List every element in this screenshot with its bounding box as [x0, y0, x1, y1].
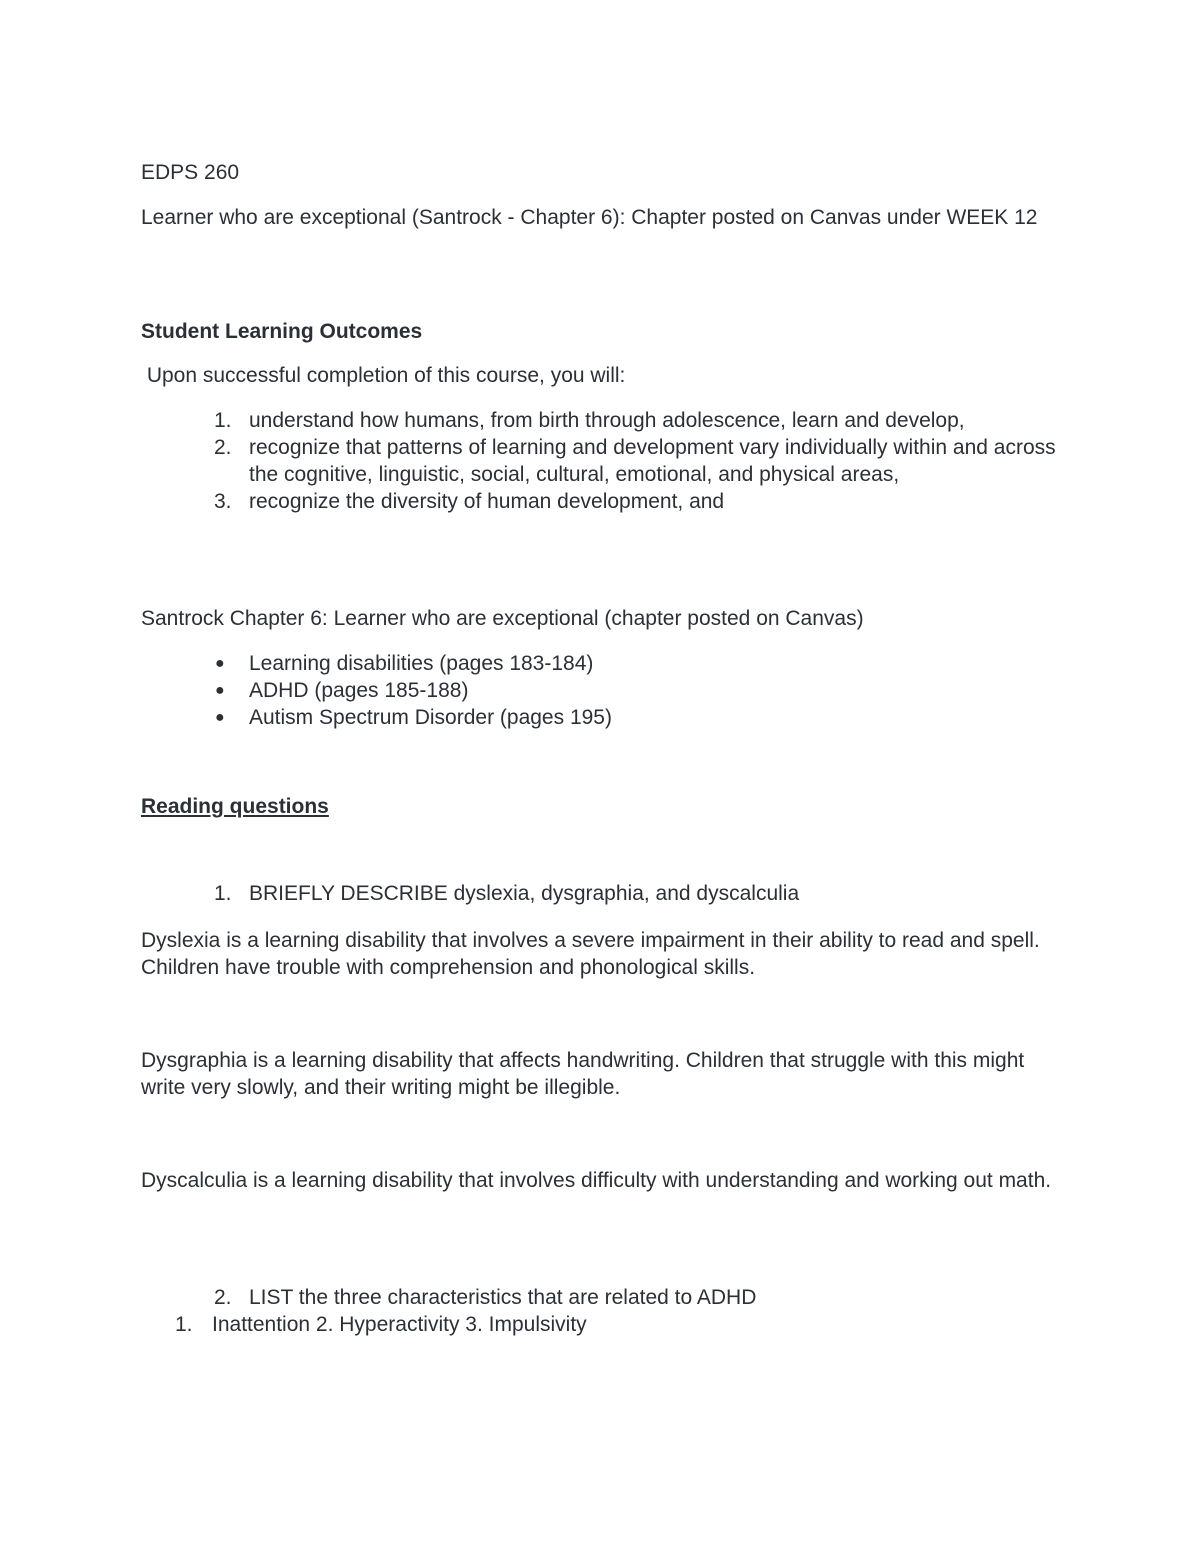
outcomes-list — [141, 407, 1071, 515]
list-marker: 1. — [214, 409, 232, 432]
list-item-text: Autism Spectrum Disorder (pages 195) — [249, 706, 612, 729]
question-text: BRIEFLY DESCRIBE dyslexia, dysgraphia, and dyscalculia — [249, 882, 800, 905]
chapter-title: Santrock Chapter 6: Learner who are exceptional (chapter posted on Canvas) — [141, 607, 864, 630]
list-item — [141, 434, 1071, 488]
question-text: LIST the three characteristics that are related to ADHD — [249, 1286, 757, 1309]
list-marker: 2. — [214, 1286, 232, 1309]
list-marker: 3. — [214, 490, 232, 513]
question-2 — [141, 1284, 1071, 1311]
answer-dysgraphia: Dysgraphia is a learning disability that affects handwriting. Children that struggle with this might write very slowly, and their writing might be illegible. — [141, 1049, 1025, 1099]
list-item — [141, 407, 1071, 434]
course-code: EDPS 260 — [141, 161, 240, 184]
list-item-text: understand how humans, from birth through adolescence, learn and develop, — [249, 409, 965, 432]
list-marker: 1. — [175, 1313, 193, 1336]
outcomes-lead: Upon successful completion of this course, you will: — [141, 364, 626, 387]
list-item — [141, 1311, 1071, 1338]
list-item — [141, 677, 1071, 704]
chapter-bullet-list — [141, 650, 1071, 731]
reading-questions-heading: Reading questions — [141, 795, 329, 818]
list-item-text: ADHD (pages 185-188) — [249, 679, 469, 702]
answer-dyscalculia: Dyscalculia is a learning disability that involves difficulty with understanding and working out math. — [141, 1169, 1052, 1192]
outcomes-heading: Student Learning Outcomes — [141, 320, 423, 343]
list-item-text: recognize the diversity of human development, and — [249, 490, 725, 513]
answer-text: Inattention 2. Hyperactivity 3. Impulsivity — [212, 1313, 587, 1336]
list-marker: 2. — [214, 436, 232, 459]
list-item — [141, 1284, 1071, 1311]
bullet-icon: ● — [215, 709, 225, 726]
list-item — [141, 488, 1071, 515]
answer-dyslexia: Dyslexia is a learning disability that involves a severe impairment in their ability to read and spell. Children have trouble with comprehension and phonological skills. — [141, 929, 1040, 979]
list-item — [141, 704, 1071, 731]
bullet-icon: ● — [215, 655, 225, 672]
list-marker: 1. — [214, 882, 232, 905]
intro-line: Learner who are exceptional (Santrock - Chapter 6): Chapter posted on Canvas under WEEK 12 — [141, 206, 1038, 229]
list-item — [141, 650, 1071, 677]
list-item-text: Learning disabilities (pages 183-184) — [249, 652, 594, 675]
question-1 — [141, 880, 1071, 907]
list-item — [141, 880, 1071, 907]
answer-adhd-list — [141, 1311, 1071, 1338]
list-item-text: recognize that patterns of learning and development vary individually within and across the cognitive, linguistic, social, cultural, emotional, and physical areas, — [249, 436, 1056, 486]
bullet-icon: ● — [215, 682, 225, 699]
